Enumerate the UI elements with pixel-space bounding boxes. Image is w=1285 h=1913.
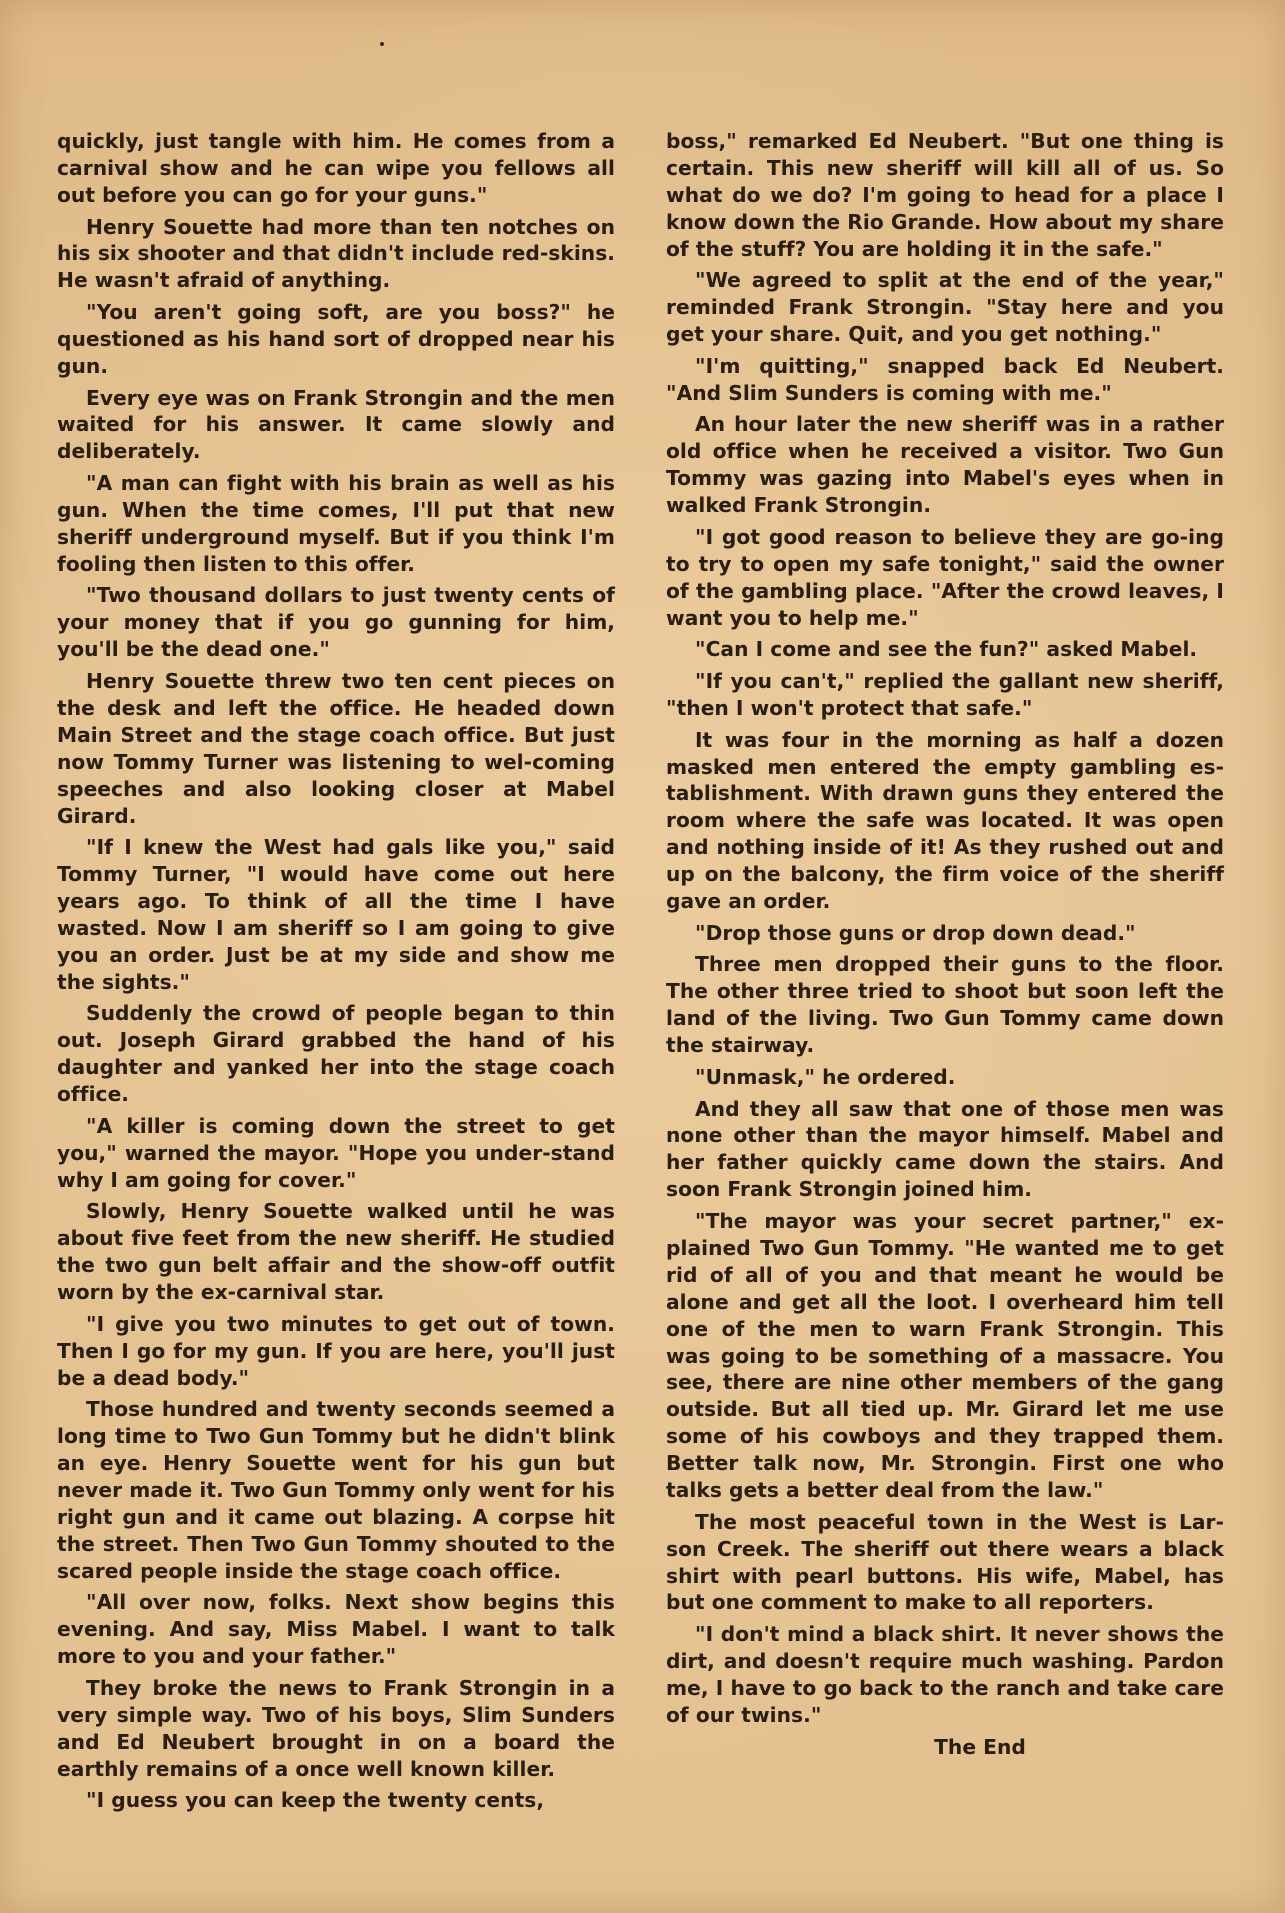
paragraph: "We agreed to split at the end of the year," reminded Frank Strongin. "Stay here and you get your share. Quit, and you get nothing.": [666, 268, 1224, 347]
paragraph: Every eye was on Frank Strongin and the men waited for his answer. It came slowly and deliberately.: [57, 385, 615, 464]
paragraph: boss," remarked Ed Neubert. "But one thing is certain. This new sheriff will kill all of us. So what do we do? I'm going to head for a place I know down the Rio Grande. How about my share of the stuff? You are holding it in the safe.": [666, 129, 1224, 261]
paragraph: "The mayor was your secret partner," ex-plained Two Gun Tommy. "He wanted me to get rid of all of you and that meant he would be alone and get all the loot. I overheard him tell one of the men to warn Frank Strongin. This was going to be something of a massacre. You see, there are nine other members of the gang outside. But all tied up. Mr. Girard let me use some of his cowboys and they trapped them. Better talk now, Mr. Strongin. First one who talks gets a better deal from the law.": [666, 1209, 1224, 1503]
paragraph: They broke the news to Frank Strongin in a very simple way. Two of his boys, Slim Sunders and Ed Neubert brought in on a board the earthly remains of a once well known killer.: [57, 1676, 615, 1781]
paragraph: "A killer is coming down the street to get you," warned the mayor. "Hope you under-stand why I am going for cover.": [57, 1113, 615, 1192]
paragraph: And they all saw that one of those men was none other than the mayor himself. Mabel and her father quickly came down the stairs. And soon Frank Strongin joined him.: [666, 1096, 1224, 1202]
paragraph: Suddenly the crowd of people began to thin out. Joseph Girard grabbed the hand of his daughter and yanked her into the stage coach office.: [57, 1001, 615, 1107]
paragraph: Henry Souette had more than ten notches on his six shooter and that didn't include red-skins. He wasn't afraid of anything.: [57, 214, 615, 293]
paragraph: "If I knew the West had gals like you," said Tommy Turner, "I would have come out here years ago. To think of all the time I have wasted. Now I am sheriff so I am going to give you an order. Just be at my side and show me the sights.": [57, 835, 615, 994]
ink-speck: [380, 42, 384, 46]
paragraph: "You aren't going soft, are you boss?" he questioned as his hand sort of dropped near his gun.: [57, 300, 615, 378]
paragraph: It was four in the morning as half a dozen masked men entered the empty gambling es-tablishment. With drawn guns they entered the room where the safe was located. It was open and nothing inside of it! As they rushed out and up on the balcony, the firm voice of the sheriff gave an order.: [666, 727, 1224, 914]
paragraph: quickly, just tangle with him. He comes from a carnival show and he can wipe you fellows all out before you can go for your guns.": [57, 129, 615, 207]
paragraph: An hour later the new sheriff was in a rather old office when he received a visitor. Two Gun Tommy was gazing into Mabel's eyes when in walked Frank Strongin.: [666, 412, 1224, 518]
paragraph: Three men dropped their guns to the floor. The other three tried to shoot but soon left the land of the living. Two Gun Tommy came down the stairway.: [666, 952, 1224, 1058]
paragraph: Those hundred and twenty seconds seemed a long time to Two Gun Tommy but he didn't blink an eye. Henry Souette went for his gun but never made it. Two Gun Tommy only went for his right gun and it came out blazing. A corpse hit the street. Then Two Gun Tommy shouted to the scared people inside the stage coach office.: [57, 1397, 615, 1583]
paragraph: The most peaceful town in the West is Lar-son Creek. The sheriff out there wears a black shirt with pearl buttons. His wife, Mabel, has but one comment to make to all reporters.: [666, 1509, 1224, 1615]
paragraph: "Can I come and see the fun?" asked Mabel.: [695, 637, 1198, 662]
paragraph: Henry Souette threw two ten cent pieces on the desk and left the office. He headed down Main Street and the stage coach office. But just now Tommy Turner was listening to wel-coming speeches and also looking closer at Mabel Girard.: [57, 669, 615, 828]
paragraph: "If you can't," replied the gallant new sheriff, "then I won't protect that safe.": [666, 669, 1224, 720]
paragraph: "I got good reason to believe they are go-ing to try to open my safe tonight," said the owner of the gambling place. "After the crowd leaves, I want you to help me.": [666, 524, 1224, 630]
paragraph: "I'm quitting," snapped back Ed Neubert. "And Slim Sunders is coming with me.": [666, 353, 1224, 405]
the-end-label: The End: [934, 1734, 1026, 1759]
paragraph: "I don't mind a black shirt. It never shows the dirt, and doesn't require much washing. Pardon me, I have to go back to the ranch and take care of our twins.": [666, 1622, 1224, 1727]
paragraph: "A man can fight with his brain as well as his gun. When the time comes, I'll put that new sheriff underground myself. But if you think I'm fooling then listen to this offer.: [57, 471, 615, 576]
left-text-column: [57, 128, 615, 1819]
right-text-column: [666, 128, 1224, 1765]
paragraph: "I give you two minutes to get out of town. Then I go for my gun. If you are here, you'll just be a dead body.": [57, 1311, 615, 1390]
paragraph: Slowly, Henry Souette walked until he was about five feet from the new sheriff. He studied the two gun belt affair and the show-off outfit worn by the ex-carnival star.: [57, 1199, 615, 1305]
paragraph: "Two thousand dollars to just twenty cents of your money that if you go gunning for him, you'll be the dead one.": [57, 583, 615, 662]
paragraph: "Unmask," he ordered.: [695, 1064, 956, 1089]
paragraph: "All over now, folks. Next show begins this evening. And say, Miss Mabel. I want to talk more to you and your father.": [57, 1590, 615, 1669]
paragraph: "Drop those guns or drop down dead.": [695, 920, 1136, 945]
paragraph: "I guess you can keep the twenty cents,: [86, 1788, 545, 1813]
